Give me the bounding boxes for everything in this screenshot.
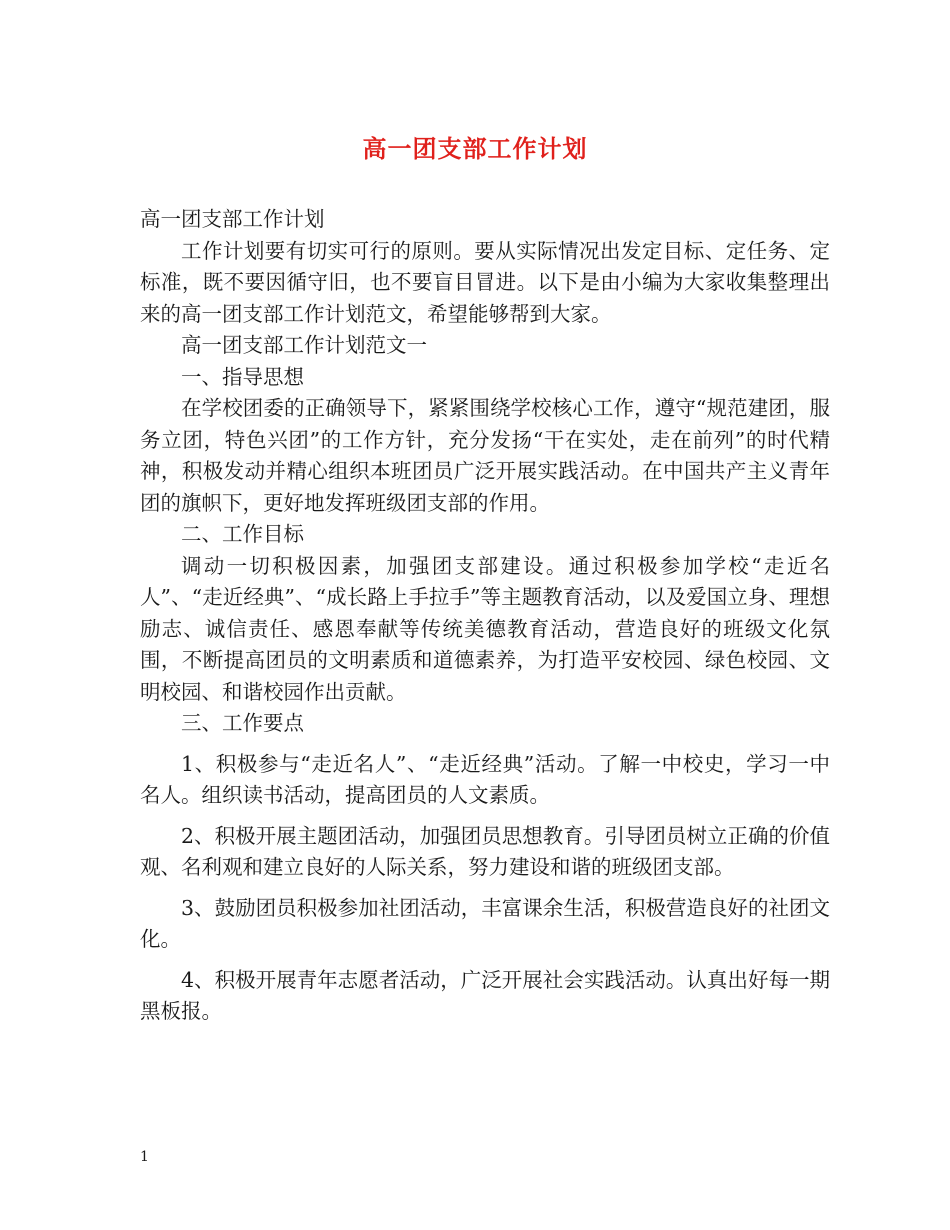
paragraph-heading: 高一团支部工作计划: [140, 207, 325, 231]
paragraph-intro: 工作计划要有切实可行的原则。要从实际情况出发定目标、定任务、定标准，既不要因循守旧，也不要盲目冒进。以下是由小编为大家收集整理出来的高一团支部工作计划范文，希望能够帮到大家。: [140, 238, 830, 326]
section-heading-work-goals: 二、工作目标: [181, 522, 304, 546]
section-heading-work-points: 三、工作要点: [181, 711, 304, 735]
list-item-point-3: 3、鼓励团员积极参加社团活动，丰富课余生活，积极营造良好的社团文化。: [140, 895, 830, 951]
paragraph-work-goals: 调动一切积极因素，加强团支部建设。通过积极参加学校“走近名人”、“走近经典”、“成长路上手拉手”等主题教育活动，以及爱国立身、理想励志、诚信责任、感恩奉献等传统美德教育活动，营造良好的班级文化氛围，不断提高团员的文明素质和道德素养，为打造平安校园、绿色校园、文明校园、和谐校园作出贡献。: [140, 553, 830, 704]
page-number: 1: [140, 1149, 149, 1165]
section-heading-guiding-idea: 一、指导思想: [181, 364, 304, 389]
list-item-point-2: 2、积极开展主题团活动，加强团员思想教育。引导团员树立正确的价值观、名利观和建立良好的人际关系，努力建设和谐的班级团支部。: [140, 823, 830, 879]
paragraph-guiding-idea: 在学校团委的正确领导下，紧紧围绕学校核心工作，遵守“规范建团，服务立团，特色兴团”的工作方针，充分发扬“干在实处，走在前列”的时代精神，积极发动并精心组织本班团员广泛开展实践活动。在中国共产主义青年团的旗帜下，更好地发挥班级团支部的作用。: [140, 396, 830, 515]
document-title: 高一团支部工作计划: [362, 134, 588, 163]
paragraph-sample-title: 高一团支部工作计划范文一: [181, 333, 427, 357]
document-body: [140, 204, 830, 1028]
list-item-point-4: 4、积极开展青年志愿者活动，广泛开展社会实践活动。认真出好每一期黑板报。: [140, 967, 830, 1023]
list-item-point-1: 1、积极参与“走近名人”、“走近经典”活动。了解一中校史，学习一中名人。组织读书活动，提高团员的人文素质。: [140, 751, 830, 807]
